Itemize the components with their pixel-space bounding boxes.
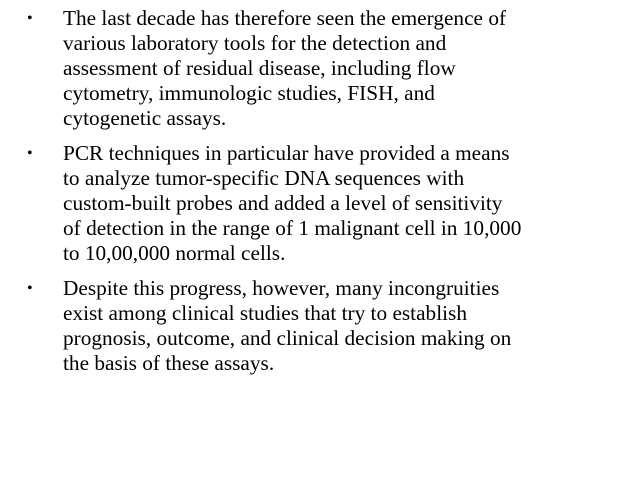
text-line: custom-built probes and added a level of sensitivity (63, 191, 503, 215)
bullet-dot-icon: • (27, 10, 33, 27)
text-line: cytometry, immunologic studies, FISH, and (63, 81, 435, 105)
bullet-text-2 (63, 141, 627, 266)
bullet-dot-icon: • (27, 280, 33, 297)
text-line: of detection in the range of 1 malignant cell in 10,000 (63, 216, 522, 240)
text-line: PCR techniques in particular have provided a means (63, 141, 510, 165)
bullet-list (27, 6, 627, 386)
text-line: prognosis, outcome, and clinical decision making on (63, 326, 512, 350)
bullet-item-1 (27, 6, 627, 131)
text-line: The last decade has therefore seen the emergence of (63, 6, 507, 30)
bullet-text-3 (63, 276, 627, 376)
text-line: cytogenetic assays. (63, 106, 227, 130)
text-line: to 10,00,000 normal cells. (63, 241, 286, 265)
text-line: to analyze tumor-specific DNA sequences with (63, 166, 465, 190)
bullet-item-2 (27, 141, 627, 266)
text-line: Despite this progress, however, many incongruities (63, 276, 500, 300)
text-line: exist among clinical studies that try to establish (63, 301, 467, 325)
bullet-item-3 (27, 276, 627, 376)
bullet-dot-icon: • (27, 145, 33, 162)
text-line: the basis of these assays. (63, 351, 275, 375)
text-line: various laboratory tools for the detection and (63, 31, 447, 55)
text-line: assessment of residual disease, including flow (63, 56, 456, 80)
bullet-text-1 (63, 6, 627, 131)
